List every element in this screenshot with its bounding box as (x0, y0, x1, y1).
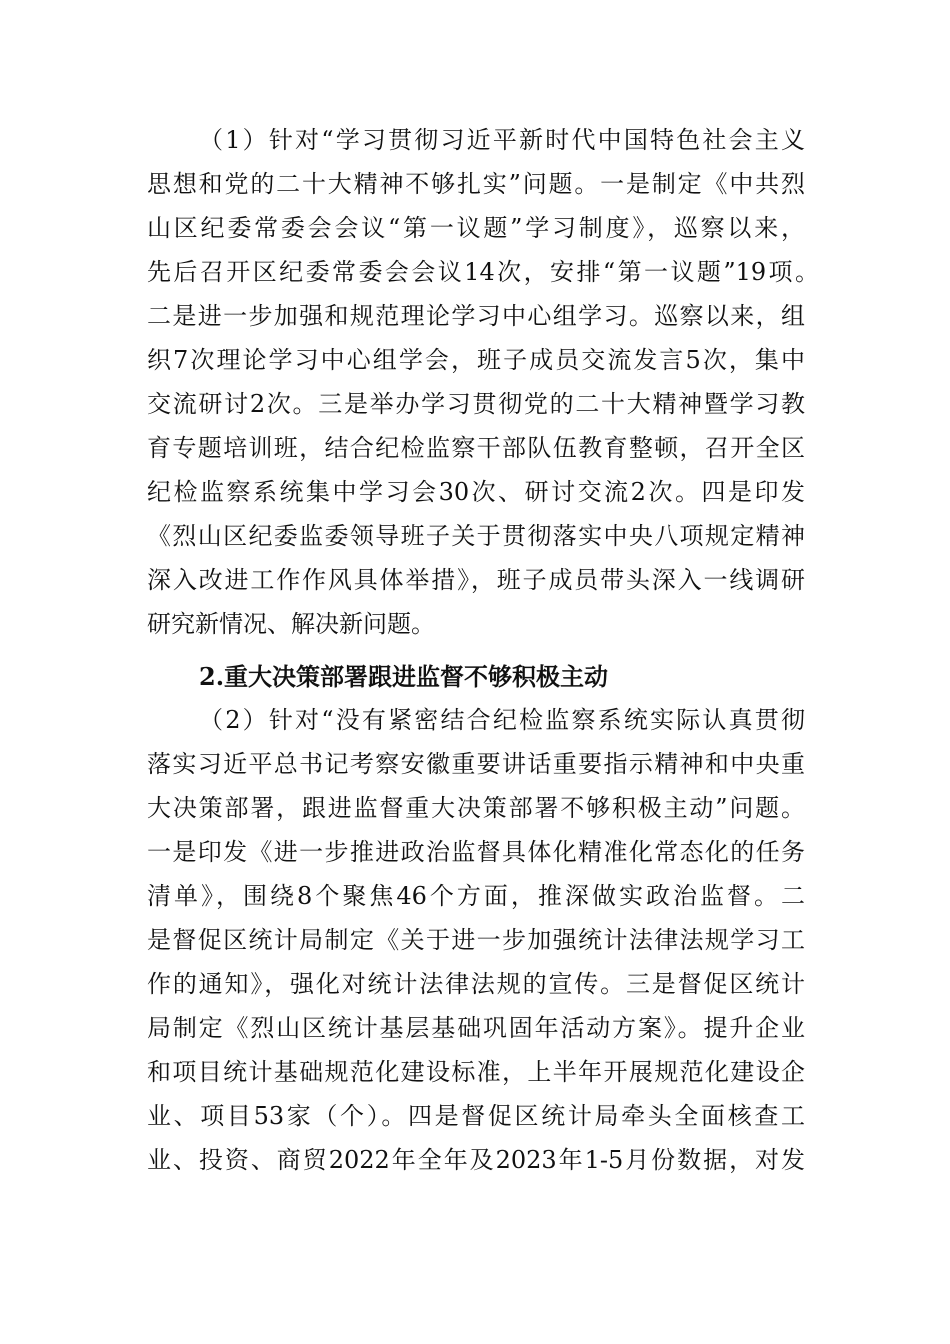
paragraph-line: 一是印发《进一步推进政治监督具体化精准化常态化的任务 (147, 838, 805, 866)
paragraph-line: 《烈山区纪委监委领导班子关于贯彻落实中央八项规定精神 (147, 522, 805, 550)
paragraph-line: 山区纪委常委会会议“第一议题”学习制度》，巡察以来， (147, 214, 805, 242)
paragraph-line: 二是进一步加强和规范理论学习中心组学习。巡察以来，组 (147, 302, 805, 330)
paragraph-line: 织7次理论学习中心组学会，班子成员交流发言5次，集中 (147, 346, 805, 374)
paragraph-line: 落实习近平总书记考察安徽重要讲话重要指示精神和中央重 (147, 750, 805, 778)
paragraph-line: （1）针对“学习贯彻习近平新时代中国特色社会主义 (199, 126, 805, 154)
paragraph-line: 作的通知》，强化对统计法律法规的宣传。三是督促区统计 (147, 970, 805, 998)
paragraph-line: 先后召开区纪委常委会会议14次，安排“第一议题”19项。 (147, 258, 819, 286)
paragraph-line: 大决策部署，跟进监督重大决策部署不够积极主动”问题。 (147, 794, 805, 822)
paragraph-line: 深入改进工作作风具体举措》，班子成员带头深入一线调研 (147, 566, 805, 594)
paragraph-line: 业、投资、商贸2022年全年及2023年1-5月份数据，对发 (147, 1146, 805, 1174)
paragraph-line: 育专题培训班，结合纪检监察干部队伍教育整顿，召开全区 (147, 434, 805, 462)
paragraph-line: 研究新情况、解决新问题。 (147, 610, 435, 638)
paragraph-line: 清单》，围绕8个聚焦46个方面，推深做实政治监督。二 (147, 882, 805, 910)
paragraph-line: 和项目统计基础规范化建设标准，上半年开展规范化建设企 (147, 1058, 805, 1086)
paragraph-line: 纪检监察系统集中学习会30次、研讨交流2次。四是印发 (147, 478, 805, 506)
paragraph-line: 局制定《烈山区统计基层基础巩固年活动方案》。提升企业 (147, 1014, 805, 1042)
paragraph-line: 思想和党的二十大精神不够扎实”问题。一是制定《中共烈 (147, 170, 805, 198)
section-heading: 2.重大决策部署跟进监督不够积极主动 (199, 662, 609, 691)
paragraph-line: （2）针对“没有紧密结合纪检监察系统实际认真贯彻 (199, 706, 805, 734)
paragraph-line: 交流研讨2次。三是举办学习贯彻党的二十大精神暨学习教 (147, 390, 805, 418)
paragraph-line: 业、项目53家（个）。四是督促区统计局牵头全面核查工 (147, 1102, 805, 1130)
paragraph-line: 是督促区统计局制定《关于进一步加强统计法律法规学习工 (147, 926, 805, 954)
